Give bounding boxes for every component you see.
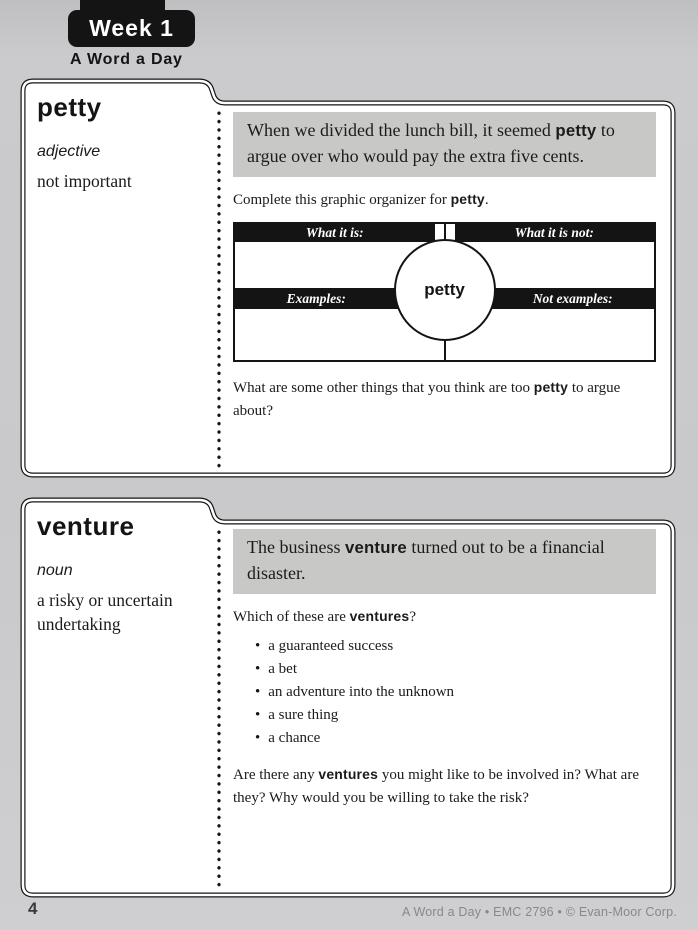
headword: venture	[37, 511, 135, 541]
discussion-question	[233, 764, 656, 809]
word-entry-panel	[37, 497, 209, 636]
question-text: Are there any	[233, 767, 319, 784]
question-text: What are some other things that you think are too	[233, 380, 534, 397]
dotted-divider	[217, 109, 221, 469]
dotted-divider	[217, 528, 221, 889]
sentence-text: When we divided the lunch bill, it seemed	[247, 120, 556, 140]
vocab-word-bold: ventures	[318, 766, 379, 783]
part-of-speech: adjective	[37, 143, 101, 160]
choice-item: • an adventure into the unknown	[255, 681, 656, 704]
task-text: .	[484, 192, 489, 209]
week-label-badge	[68, 10, 195, 47]
organizer-header-what-it-is	[235, 224, 435, 242]
page-number: 4	[28, 899, 38, 918]
vocab-word-bold: petty	[533, 379, 569, 396]
part-of-speech: noun	[37, 562, 73, 579]
question-text: you might like to be involved in? What are they? Why would you be willing to take the risk?	[233, 767, 639, 806]
organizer-label: Examples:	[286, 290, 346, 306]
sentence-text: to argue over who would pay the extra five cents.	[247, 120, 615, 166]
organizer-label: What it is not:	[514, 225, 594, 241]
task-text: Complete this graphic organizer for	[233, 192, 451, 209]
task-instruction	[233, 191, 656, 209]
task-text: ?	[409, 609, 416, 626]
organizer-header-examples	[235, 288, 398, 309]
task-instruction	[233, 608, 656, 626]
activity-panel	[233, 78, 656, 422]
sentence-text: turned out to be a financial disaster.	[247, 537, 605, 583]
choice-list	[233, 635, 656, 750]
organizer-label: What it is:	[305, 225, 364, 241]
definition: not important	[37, 171, 132, 191]
organizer-label: Not examples:	[532, 290, 613, 306]
series-title: A Word a Day	[70, 51, 183, 68]
choice-item: • a bet	[255, 658, 656, 681]
question-text: to argue about?	[233, 380, 621, 419]
organizer-header-not-examples	[492, 288, 655, 309]
vocab-word-bold: petty	[555, 121, 597, 140]
choice-item: • a sure thing	[255, 704, 656, 727]
organizer-divider-bottom	[444, 340, 446, 360]
definition: a risky or uncertain undertaking	[37, 590, 173, 634]
choice-item: • a guaranteed success	[255, 635, 656, 658]
organizer-center-circle	[394, 239, 496, 341]
choice-item: • a chance	[255, 727, 656, 750]
sentence-text: The business	[247, 537, 345, 557]
activity-panel	[233, 497, 656, 809]
vocab-word-bold: ventures	[349, 608, 410, 625]
footer-credit: A Word a Day • EMC 2796 • © Evan-Moor Corp.	[401, 905, 677, 919]
example-sentence	[233, 112, 656, 177]
graphic-organizer	[233, 222, 656, 362]
week-label: Week 1	[89, 15, 174, 41]
word-entry-panel	[37, 78, 209, 194]
discussion-question	[233, 377, 656, 422]
organizer-header-what-it-is-not	[455, 224, 655, 242]
vocab-card-venture	[20, 497, 676, 898]
organizer-center-word: petty	[424, 280, 465, 300]
example-sentence	[233, 529, 656, 594]
task-text: Which of these are	[233, 609, 350, 626]
vocab-card-petty	[20, 78, 676, 478]
headword: petty	[37, 92, 102, 122]
vocab-word-bold: petty	[450, 191, 485, 208]
vocab-word-bold: venture	[345, 538, 407, 557]
